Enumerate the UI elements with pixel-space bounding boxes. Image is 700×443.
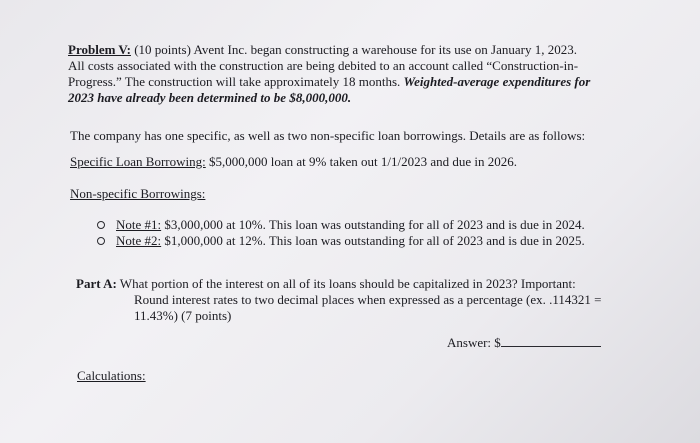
bullet-icon (97, 237, 105, 245)
note-2 (116, 233, 585, 249)
note-1-text: $3,000,000 at 10%. This loan was outstanding for all of 2023 and is due in 2024. (161, 217, 585, 232)
note-1-label: Note #1: (116, 217, 162, 232)
bullet-icon (97, 221, 105, 229)
intro-line-1 (68, 42, 577, 58)
answer-label: Answer: $ (447, 335, 501, 350)
note-2-label: Note #2: (116, 233, 162, 248)
note-2-text: $1,000,000 at 12%. This loan was outstanding for all of 2023 and is due in 2025. (161, 233, 585, 248)
intro-line-3-text: Progress.” The construction will take approximately 18 months. (68, 74, 404, 89)
intro-line-3 (68, 74, 590, 90)
part-a-label: Part A: (76, 276, 117, 291)
intro-line-2: All costs associated with the construction are being debited to an account called “Construction-in- (68, 58, 579, 73)
borrowings-intro: The company has one specific, as well as two non-specific loan borrowings. Details are as follows: (70, 128, 586, 143)
weighted-average-emphasis: Weighted-average expenditures for (403, 74, 591, 89)
specific-loan-label: Specific Loan Borrowing: (70, 154, 206, 169)
answer-row (447, 335, 601, 351)
note-1 (116, 217, 585, 233)
specific-loan (70, 154, 517, 170)
specific-loan-text: $5,000,000 loan at 9% taken out 1/1/2023 and due in 2026. (205, 154, 517, 169)
nonspecific-heading: Non-specific Borrowings: (70, 186, 206, 201)
part-a-line-1 (76, 276, 576, 292)
calculations-label: Calculations: (77, 368, 146, 383)
part-a-line-2: Round interest rates to two decimal places when expressed as a percentage (ex. .114321 = (134, 292, 602, 307)
problem-title: Problem V: (68, 42, 131, 57)
part-a-line-3: 11.43%) (7 points) (134, 308, 232, 323)
part-a-question-1: What portion of the interest on all of its loans should be capitalized in 2023? Important: (116, 276, 576, 291)
answer-blank[interactable] (501, 335, 601, 347)
intro-line-4: 2023 have already been determined to be $8,000,000. (68, 90, 352, 105)
intro-line-1-text: (10 points) Avent Inc. began constructing a warehouse for its use on January 1, 2023. (130, 42, 577, 57)
